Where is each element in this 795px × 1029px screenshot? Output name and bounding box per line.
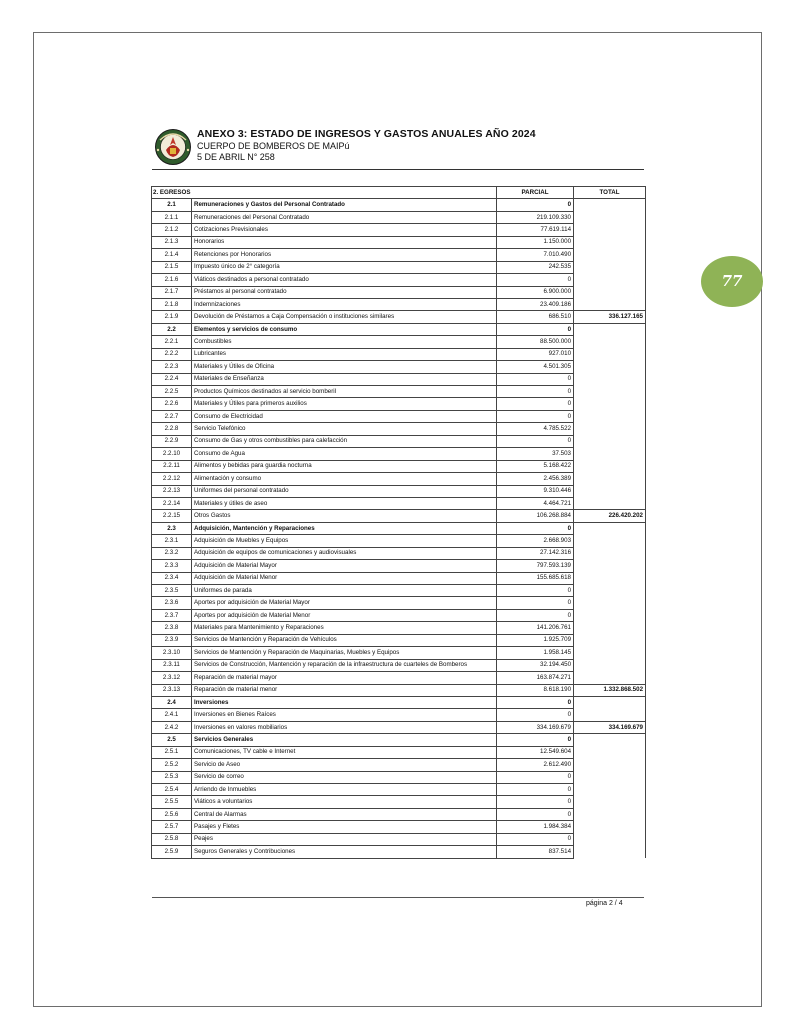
row-parcial: 1.958.145 [497, 647, 574, 659]
row-description: Cotizaciones Previsionales [192, 224, 497, 236]
row-total [574, 211, 646, 223]
table-row [152, 672, 646, 684]
row-parcial: 0 [497, 597, 574, 609]
row-parcial: 0 [497, 784, 574, 796]
row-parcial: 0 [497, 696, 574, 708]
table-row [152, 410, 646, 422]
row-total [574, 647, 646, 659]
row-description: Servicios de Mantención y Reparación de Vehículos [192, 634, 497, 646]
row-code: 2.4.2 [152, 721, 192, 733]
row-code: 2.2.6 [152, 398, 192, 410]
row-description: Aportes por adquisición de Material Menor [192, 609, 497, 621]
row-description: Lubricantes [192, 348, 497, 360]
row-description: Materiales para Mantenimiento y Reparaciones [192, 622, 497, 634]
row-parcial: 2.668.903 [497, 535, 574, 547]
row-description: Arriendo de Inmuebles [192, 784, 497, 796]
column-header-parcial: PARCIAL [497, 187, 574, 199]
row-total [574, 224, 646, 236]
row-code: 2.3.10 [152, 647, 192, 659]
row-code: 2.3.4 [152, 572, 192, 584]
table-row [152, 771, 646, 783]
row-total [574, 609, 646, 621]
table-row [152, 833, 646, 845]
row-parcial: 219.109.330 [497, 211, 574, 223]
row-code: 2.3.12 [152, 672, 192, 684]
row-total [574, 709, 646, 721]
table-row [152, 709, 646, 721]
table-row [152, 547, 646, 559]
row-code: 2.1.8 [152, 298, 192, 310]
table-row [152, 597, 646, 609]
table-row [152, 261, 646, 273]
row-code: 2.5.3 [152, 771, 192, 783]
row-description: Servicios de Mantención y Reparación de Maquinarias, Muebles y Equipos [192, 647, 497, 659]
row-description: Materiales de Enseñanza [192, 373, 497, 385]
row-parcial: 0 [497, 734, 574, 746]
row-total [574, 522, 646, 534]
row-code: 2.3.5 [152, 585, 192, 597]
row-parcial: 0 [497, 386, 574, 398]
row-code: 2.2.3 [152, 361, 192, 373]
row-description: Impuesto único de 2° categoría [192, 261, 497, 273]
row-code: 2.2 [152, 323, 192, 335]
table-row [152, 224, 646, 236]
row-description: Viáticos destinados a personal contratado [192, 274, 497, 286]
row-code: 2.3.3 [152, 560, 192, 572]
row-total [574, 535, 646, 547]
row-description: Inversiones en Bienes Raíces [192, 709, 497, 721]
row-description: Pasajes y Fletes [192, 821, 497, 833]
row-code: 2.3.11 [152, 659, 192, 671]
row-code: 2.3.2 [152, 547, 192, 559]
row-parcial: 0 [497, 709, 574, 721]
row-total [574, 298, 646, 310]
row-parcial: 334.169.679 [497, 721, 574, 733]
row-code: 2.2.8 [152, 423, 192, 435]
row-code: 2.5.4 [152, 784, 192, 796]
row-total [574, 585, 646, 597]
row-parcial: 0 [497, 771, 574, 783]
row-description: Viáticos a voluntarios [192, 796, 497, 808]
row-parcial: 106.268.884 [497, 510, 574, 522]
table-row [152, 460, 646, 472]
row-parcial: 686.510 [497, 311, 574, 323]
row-code: 2.1 [152, 199, 192, 211]
row-code: 2.5.9 [152, 846, 192, 858]
row-parcial: 0 [497, 410, 574, 422]
page-badge: 77 [701, 256, 763, 307]
table-row [152, 585, 646, 597]
row-code: 2.2.11 [152, 460, 192, 472]
row-total [574, 435, 646, 447]
organization-name: CUERPO DE BOMBEROS DE MAIPú [197, 141, 350, 151]
row-total [574, 423, 646, 435]
row-code: 2.1.4 [152, 249, 192, 261]
row-parcial: 0 [497, 522, 574, 534]
table-row [152, 336, 646, 348]
table-row [152, 784, 646, 796]
row-code: 2.5.5 [152, 796, 192, 808]
row-total [574, 249, 646, 261]
row-description: Combustibles [192, 336, 497, 348]
row-total [574, 734, 646, 746]
row-description: Servicio Telefónico [192, 423, 497, 435]
row-description: Adquisición, Mantención y Reparaciones [192, 522, 497, 534]
footer-divider [152, 897, 644, 898]
table-group-row [152, 323, 646, 335]
table-row [152, 348, 646, 360]
row-parcial: 2.612.490 [497, 759, 574, 771]
table-row [152, 796, 646, 808]
table-row [152, 386, 646, 398]
table-group-row [152, 199, 646, 211]
row-total [574, 473, 646, 485]
row-description: Adquisición de Material Mayor [192, 560, 497, 572]
table-row [152, 236, 646, 248]
row-code: 2.4 [152, 696, 192, 708]
row-description: Préstamos al personal contratado [192, 286, 497, 298]
table-row [152, 448, 646, 460]
table-row [152, 721, 646, 733]
row-description: Servicios de Construcción, Mantención y reparación de la infraestructura de cuarteles de Bomberos [192, 659, 497, 671]
organization-address: 5 DE ABRIL N° 258 [197, 152, 275, 162]
row-total [574, 398, 646, 410]
table-row [152, 497, 646, 509]
row-description: Productos Químicos destinados al servicio bomberil [192, 386, 497, 398]
row-parcial: 4.785.522 [497, 423, 574, 435]
row-description: Seguros Generales y Contribuciones [192, 846, 497, 858]
row-code: 2.1.1 [152, 211, 192, 223]
row-description: Honorarios [192, 236, 497, 248]
section-title: 2. EGRESOS [152, 187, 497, 199]
row-code: 2.5 [152, 734, 192, 746]
row-parcial: 0 [497, 373, 574, 385]
table-row [152, 298, 646, 310]
row-parcial: 77.619.114 [497, 224, 574, 236]
row-total [574, 274, 646, 286]
row-total [574, 808, 646, 820]
row-total [574, 261, 646, 273]
table-row [152, 473, 646, 485]
row-code: 2.2.9 [152, 435, 192, 447]
table-row [152, 373, 646, 385]
table-row [152, 634, 646, 646]
row-code: 2.1.9 [152, 311, 192, 323]
row-code: 2.2.1 [152, 336, 192, 348]
header-divider [152, 169, 644, 170]
row-description: Inversiones [192, 696, 497, 708]
row-code: 2.3.9 [152, 634, 192, 646]
table-row [152, 647, 646, 659]
row-code: 2.2.15 [152, 510, 192, 522]
table-body [152, 199, 646, 858]
row-parcial: 0 [497, 323, 574, 335]
table-row [152, 249, 646, 261]
table-row [152, 211, 646, 223]
row-total [574, 821, 646, 833]
row-description: Aportes por adquisición de Material Mayor [192, 597, 497, 609]
table-row [152, 659, 646, 671]
row-parcial: 797.593.139 [497, 560, 574, 572]
row-total [574, 410, 646, 422]
row-code: 2.2.13 [152, 485, 192, 497]
table-row [152, 846, 646, 858]
fire-department-logo [152, 128, 194, 166]
row-code: 2.3.7 [152, 609, 192, 621]
row-code: 2.5.2 [152, 759, 192, 771]
table-header-row [152, 187, 646, 199]
table-row [152, 622, 646, 634]
row-total [574, 199, 646, 211]
row-code: 2.2.12 [152, 473, 192, 485]
row-total [574, 373, 646, 385]
row-parcial: 1.150.000 [497, 236, 574, 248]
table-row [152, 311, 646, 323]
row-code: 2.3.1 [152, 535, 192, 547]
row-code: 2.1.2 [152, 224, 192, 236]
row-code: 2.3 [152, 522, 192, 534]
row-parcial: 0 [497, 398, 574, 410]
row-code: 2.1.3 [152, 236, 192, 248]
row-description: Retenciones por Honorarios [192, 249, 497, 261]
row-total [574, 448, 646, 460]
row-total [574, 348, 646, 360]
row-description: Reparación de material menor [192, 684, 497, 696]
row-code: 2.5.7 [152, 821, 192, 833]
row-description: Materiales y útiles de aseo [192, 497, 497, 509]
table-group-row [152, 734, 646, 746]
row-code: 2.1.6 [152, 274, 192, 286]
row-description: Consumo de Gas y otros combustibles para calefacción [192, 435, 497, 447]
row-parcial: 12.549.604 [497, 746, 574, 758]
row-parcial: 0 [497, 585, 574, 597]
row-total [574, 746, 646, 758]
row-code: 2.1.7 [152, 286, 192, 298]
row-total [574, 236, 646, 248]
row-code: 2.2.14 [152, 497, 192, 509]
row-parcial: 1.925.709 [497, 634, 574, 646]
row-total: 336.127.165 [574, 311, 646, 323]
row-parcial: 4.464.721 [497, 497, 574, 509]
document-header [197, 128, 536, 163]
table-row [152, 684, 646, 696]
row-description: Consumo de Agua [192, 448, 497, 460]
table-group-row [152, 522, 646, 534]
row-total [574, 833, 646, 845]
egresos-table [151, 186, 646, 859]
table-row [152, 361, 646, 373]
row-total [574, 696, 646, 708]
row-code: 2.2.10 [152, 448, 192, 460]
row-code: 2.3.8 [152, 622, 192, 634]
row-parcial: 23.409.186 [497, 298, 574, 310]
row-parcial: 0 [497, 435, 574, 447]
row-total [574, 634, 646, 646]
row-parcial: 0 [497, 274, 574, 286]
row-parcial: 242.535 [497, 261, 574, 273]
table-row [152, 746, 646, 758]
row-parcial: 27.142.316 [497, 547, 574, 559]
row-parcial: 88.500.000 [497, 336, 574, 348]
row-description: Indemnizaciones [192, 298, 497, 310]
table-row [152, 423, 646, 435]
row-description: Materiales y Útiles de Oficina [192, 361, 497, 373]
row-total [574, 622, 646, 634]
row-description: Adquisición de equipos de comunicaciones y audiovisuales [192, 547, 497, 559]
document-title: ANEXO 3: ESTADO DE INGRESOS Y GASTOS ANUALES AÑO 2024 [197, 128, 536, 140]
row-description: Devolución de Préstamos a Caja Compensación o instituciones similares [192, 311, 497, 323]
row-parcial: 4.501.305 [497, 361, 574, 373]
row-parcial: 0 [497, 796, 574, 808]
row-description: Servicios Generales [192, 734, 497, 746]
row-description: Central de Alarmas [192, 808, 497, 820]
row-description: Inversiones en valores mobiliarios [192, 721, 497, 733]
row-description: Peajes [192, 833, 497, 845]
row-parcial: 32.194.450 [497, 659, 574, 671]
row-description: Elementos y servicios de consumo [192, 323, 497, 335]
row-description: Materiales y Útiles para primeros auxilios [192, 398, 497, 410]
table-row [152, 572, 646, 584]
row-parcial: 163.874.271 [497, 672, 574, 684]
table-row [152, 274, 646, 286]
row-description: Uniformes del personal contratado [192, 485, 497, 497]
row-total [574, 323, 646, 335]
row-code: 2.2.5 [152, 386, 192, 398]
row-parcial: 0 [497, 609, 574, 621]
table-row [152, 510, 646, 522]
table-row [152, 821, 646, 833]
row-code: 2.5.8 [152, 833, 192, 845]
table-row [152, 535, 646, 547]
row-parcial: 6.900.000 [497, 286, 574, 298]
row-description: Alimentación y consumo [192, 473, 497, 485]
row-description: Uniformes de parada [192, 585, 497, 597]
row-description: Otros Gastos [192, 510, 497, 522]
table-row [152, 759, 646, 771]
row-description: Alimentos y bebidas para guardia nocturna [192, 460, 497, 472]
row-description: Reparación de material mayor [192, 672, 497, 684]
row-code: 2.3.6 [152, 597, 192, 609]
table-row [152, 286, 646, 298]
row-total [574, 572, 646, 584]
row-parcial: 8.618.190 [497, 684, 574, 696]
row-total: 226.420.202 [574, 510, 646, 522]
row-total [574, 597, 646, 609]
row-total [574, 336, 646, 348]
row-code: 2.1.5 [152, 261, 192, 273]
row-parcial: 155.685.618 [497, 572, 574, 584]
row-parcial: 37.503 [497, 448, 574, 460]
row-parcial: 0 [497, 833, 574, 845]
row-parcial: 0 [497, 808, 574, 820]
row-total [574, 846, 646, 858]
row-parcial: 7.010.490 [497, 249, 574, 261]
row-description: Consumo de Electricidad [192, 410, 497, 422]
row-code: 2.5.6 [152, 808, 192, 820]
row-code: 2.5.1 [152, 746, 192, 758]
row-parcial: 9.310.446 [497, 485, 574, 497]
row-parcial: 2.456.389 [497, 473, 574, 485]
row-code: 2.4.1 [152, 709, 192, 721]
row-total [574, 485, 646, 497]
row-description: Adquisición de Material Menor [192, 572, 497, 584]
table-row [152, 398, 646, 410]
row-parcial: 837.514 [497, 846, 574, 858]
row-total [574, 497, 646, 509]
row-total [574, 547, 646, 559]
row-total [574, 771, 646, 783]
row-total [574, 286, 646, 298]
row-total [574, 560, 646, 572]
table-row [152, 485, 646, 497]
row-description: Remuneraciones y Gastos del Personal Contratado [192, 199, 497, 211]
row-code: 2.2.2 [152, 348, 192, 360]
row-description: Remuneraciones del Personal Contratado [192, 211, 497, 223]
row-total [574, 672, 646, 684]
row-parcial: 5.168.422 [497, 460, 574, 472]
row-description: Servicio de correo [192, 771, 497, 783]
row-total: 334.169.679 [574, 721, 646, 733]
row-total [574, 386, 646, 398]
row-parcial: 927.010 [497, 348, 574, 360]
row-total [574, 796, 646, 808]
table-row [152, 435, 646, 447]
row-parcial: 141.206.761 [497, 622, 574, 634]
row-description: Adquisición de Muebles y Equipos [192, 535, 497, 547]
row-total [574, 460, 646, 472]
page-number: página 2 / 4 [586, 900, 623, 907]
row-total [574, 784, 646, 796]
row-description: Comunicaciones, TV cable e Internet [192, 746, 497, 758]
table-row [152, 808, 646, 820]
row-parcial: 1.984.384 [497, 821, 574, 833]
table-group-row [152, 696, 646, 708]
row-code: 2.2.4 [152, 373, 192, 385]
row-total [574, 759, 646, 771]
column-header-total: TOTAL [574, 187, 646, 199]
row-total [574, 361, 646, 373]
row-parcial: 0 [497, 199, 574, 211]
row-description: Servicio de Aseo [192, 759, 497, 771]
row-code: 2.3.13 [152, 684, 192, 696]
table-row [152, 560, 646, 572]
row-total [574, 659, 646, 671]
row-code: 2.2.7 [152, 410, 192, 422]
row-total: 1.332.868.502 [574, 684, 646, 696]
table-row [152, 609, 646, 621]
